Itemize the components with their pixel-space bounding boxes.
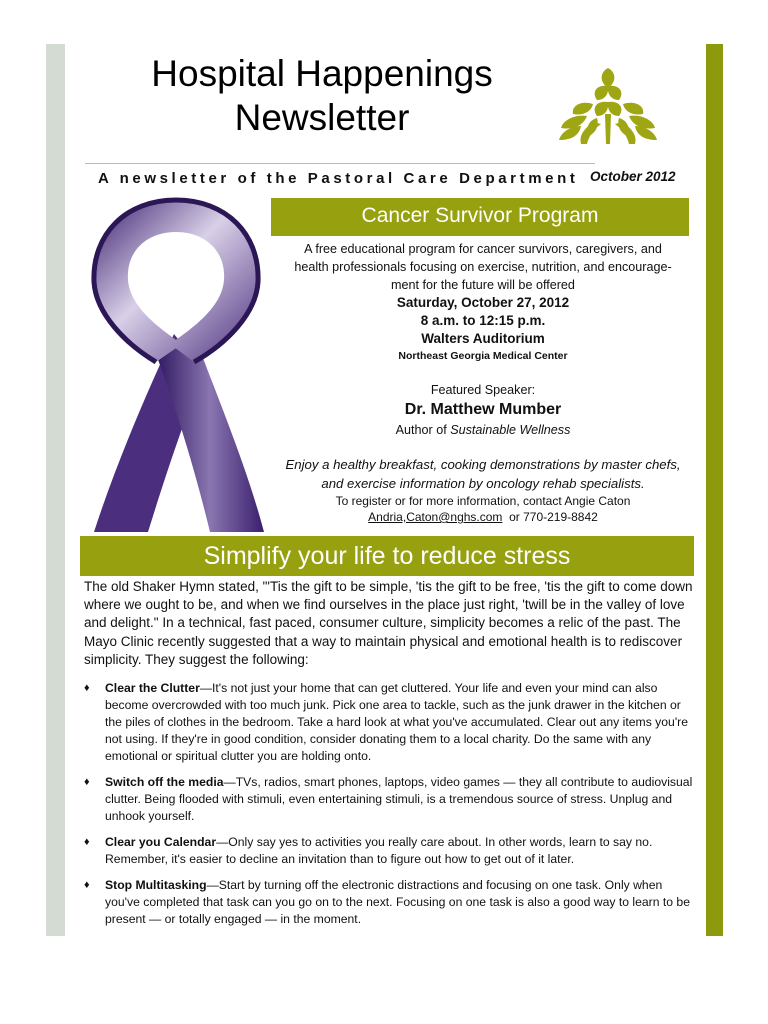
diamond-bullet-icon: ♦ [84, 836, 90, 848]
purple-awareness-ribbon-icon [86, 194, 266, 536]
newsletter-title [100, 52, 544, 140]
enjoy-line: Enjoy a healthy breakfast, cooking demonstrations by master chefs, [285, 457, 681, 472]
tip-text: —Only say yes to activities you really care about. In other words, learn to say no. Remember, it's easier to decline an invitation than to figure out how to get out of it later. [105, 835, 653, 866]
list-item [84, 680, 694, 765]
tip-name: Switch off the media [105, 775, 224, 789]
program-description-line: A free educational program for cancer survivors, caregivers, and [304, 242, 662, 256]
cancer-program-body [271, 240, 695, 525]
contact-email-link[interactable]: Andria,Caton@nghs.com [368, 510, 503, 524]
medical-center-name: Northeast Georgia Medical Center [398, 350, 568, 362]
author-prefix: Author of [395, 423, 451, 437]
list-item [84, 877, 694, 928]
event-date: Saturday, October 27, 2012 [396, 295, 570, 310]
header-divider [85, 163, 595, 164]
newsletter-subtitle: A newsletter of the Pastoral Care Department [98, 170, 579, 187]
event-time: 8 a.m. to 12:15 p.m. [420, 313, 546, 328]
speaker-name: Dr. Matthew Mumber [404, 401, 562, 418]
title-line-1: Hospital Happenings [151, 53, 493, 94]
book-title: Sustainable Wellness [450, 423, 571, 437]
tip-text: —TVs, radios, smart phones, laptops, video games — they all contribute to audiovisual clutter. Being flooded with stimuli, even entertaining stimuli, is a tremendous source of stress. Unplug and unhook yourself. [105, 775, 693, 823]
stress-section-heading: Simplify your life to reduce stress [80, 536, 694, 576]
speaker-book [271, 421, 695, 439]
event-venue: Walters Auditorium [421, 331, 545, 346]
cancer-program-heading: Cancer Survivor Program [271, 198, 689, 236]
tip-text: —It's not just your home that can get cluttered. Your life and even your mind can also become overcrowded with too much junk. Pick one area to tackle, such as the junk drawer in the kitchen or the piles of clothes in the bedroom. Take a hard look at what you've accumulated. Clear out any items you're not using. If they're in good condition, consider donating them to a local charity. Do the same with any emotional or spiritual clutter you are holding onto. [105, 681, 688, 763]
tips-list [84, 680, 694, 937]
tip-text: —Start by turning off the electronic distractions and focusing on one task. Only when you've completed that task can you go on to the next. Focusing on one task is also a good way to learn to be present — or totally engaged — in the moment. [105, 878, 690, 926]
stress-intro-paragraph: The old Shaker Hymn stated, "'Tis the gift to be simple, 'tis the gift to be free, 'tis the gift to come down where we ought to be, and when we find ourselves in the place just right, 'twill be in the valley of love and delight." In a technical, fast paced, consumer culture, simplicity becomes a relic of the past. The Mayo Clinic recently suggested that a way to maintain physical and emotional health is to rediscover simplicity. They suggest the following: [84, 579, 693, 667]
diamond-bullet-icon: ♦ [84, 682, 90, 694]
contact-phone: or 770-219-8842 [502, 510, 598, 524]
tip-name: Clear the Clutter [105, 681, 200, 695]
list-item [84, 834, 694, 868]
program-description-line: ment for the future will be offered [391, 278, 575, 292]
right-border-strip [706, 44, 723, 936]
tip-name: Stop Multitasking [105, 878, 207, 892]
tip-name: Clear you Calendar [105, 835, 217, 849]
featured-speaker-label: Featured Speaker: [430, 383, 536, 397]
left-border-strip [46, 44, 65, 936]
enjoy-line: and exercise information by oncology rehab specialists. [321, 476, 645, 491]
wheat-sheaf-icon [553, 60, 663, 150]
list-item [84, 774, 694, 825]
title-line-2: Newsletter [234, 97, 410, 138]
register-text: To register or for more information, contact Angie Caton [335, 494, 631, 508]
diamond-bullet-icon: ♦ [84, 776, 90, 788]
issue-date: October 2012 [590, 169, 676, 184]
diamond-bullet-icon: ♦ [84, 879, 90, 891]
program-description-line: health professionals focusing on exercise, nutrition, and encourage- [294, 260, 672, 274]
